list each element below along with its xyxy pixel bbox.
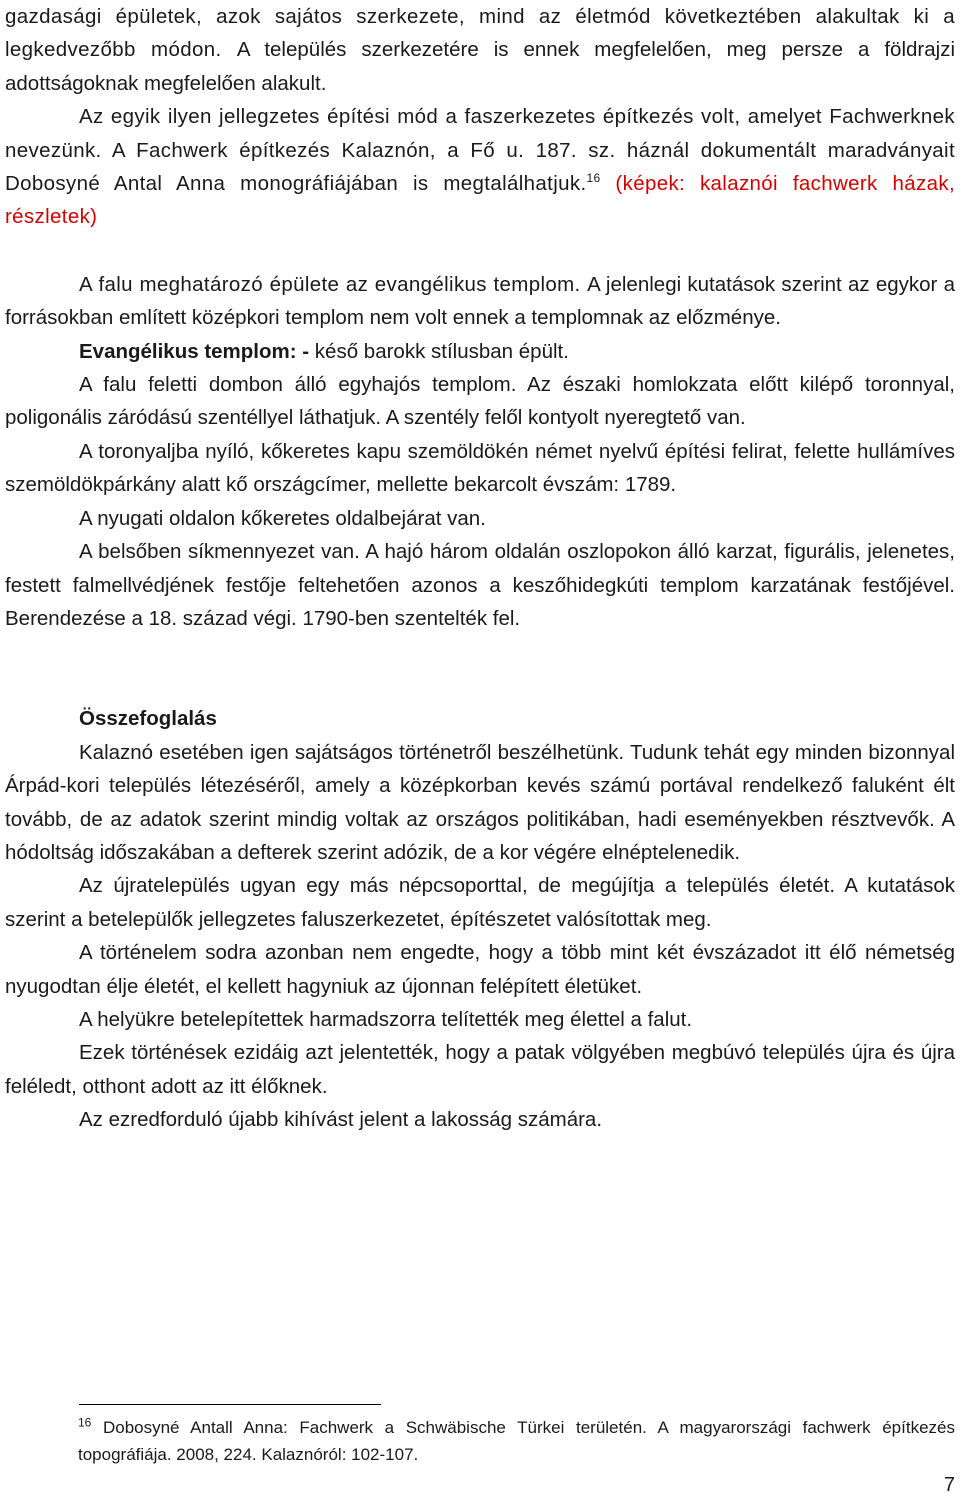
paragraph-3: A falu meghatározó épülete az evangélikus templom. A jelenlegi kutatások szerint az egykor a forrásokban említett középkori templom nem volt ennek a templomnak az előzménye. bbox=[5, 272, 955, 330]
main-text bbox=[5, 0, 955, 1137]
section-heading: Összefoglalás bbox=[79, 707, 217, 731]
footnote-number: 16 bbox=[78, 1415, 92, 1430]
paragraph-8: A belsőben síkmennyezet van. A hajó három oldalán oszlopokon álló karzat, figurális, jelenetes, festett falmellvédjének festője feltehetően azonos a keszőhidegkúti templom karzatának festőjével. Berendezése a 18. század végi. 1790-ben szentelték fel. bbox=[5, 540, 955, 630]
paragraph-4: Evangélikus templom: - késő barokk stílusban épült. bbox=[79, 339, 569, 363]
summary-paragraph-1: Kalaznó esetében igen sajátságos történetről beszélhetünk. Tudunk tehát egy minden bizonnyal Árpád-kori település létezéséről, amely a középkorban kevés számú portával rendelkező faluként élt tovább, de az adatok szerint mindig voltak az országos politikában, hadi eseményekben résztvevők. A hódoltság időszakában a defterek szerint adózik, de a kor végére elnéptelenedik. bbox=[5, 740, 955, 864]
paragraph-2: Az egyik ilyen jellegzetes építési mód a faszerkezetes építkezés volt, amelyet Fachwerknek nevezünk. A Fachwerk építkezés Kalaznón, a Fő u. 187. sz. háznál dokumentált maradványait Dobosyné Antal Anna monográfiájában is megtalálhatjuk.$^{16}$ (képek: kalaznói fachwerk házak, részletek) bbox=[5, 105, 956, 229]
paragraph-7: A nyugati oldalon kőkeretes oldalbejárat van. bbox=[79, 506, 486, 530]
footnote-reference[interactable]: 16 bbox=[586, 171, 601, 186]
paragraph-5: A falu feletti dombon álló egyhajós templom. Az északi homlokzata előtt kilépő toronnyal, poligonális záródású szentéllyel láthatjuk. A szentély felől kontyolt nyeregtető van. bbox=[5, 373, 955, 430]
footnote-separator bbox=[79, 1404, 381, 1405]
summary-paragraph-5: Ezek történések ezidáig azt jelentették, hogy a patak völgyében megbúvó település újra és újra feléledt, otthont adott az itt élőknek. bbox=[5, 1041, 955, 1098]
page-number: 7 bbox=[943, 1474, 955, 1496]
summary-paragraph-2: Az újratelepülés ugyan egy más népcsoporttal, de megújítja a település életét. A kutatások szerint a betelepülők jellegzetes faluszerkezetet, építészetet valósítottak meg. bbox=[5, 874, 955, 931]
summary-paragraph-4: A helyükre betelepítettek harmadszorra telítették meg élettel a falut. bbox=[79, 1007, 693, 1031]
footnote bbox=[5, 1414, 955, 1468]
summary-paragraph-6: Az ezredforduló újabb kihívást jelent a lakosság számára. bbox=[79, 1108, 603, 1132]
paragraph-6: A toronyaljba nyíló, kőkeretes kapu szemöldökén német nyelvű építési felirat, felette hullámíves szemöldökpárkány alatt kő országcímer, mellette bekarcolt évszám: 1789. bbox=[5, 439, 955, 497]
summary-paragraph-3: A történelem sodra azonban nem engedte, hogy a több mint két évszázadot itt élő németség nyugodtan élje életét, el kellett hagyniuk az újonnan felépített életüket. bbox=[5, 941, 955, 998]
church-label: Evangélikus templom: - bbox=[79, 339, 310, 363]
image-note: (képek: kalaznói fachwerk házak, részletek) bbox=[5, 172, 956, 229]
paragraph-1: gazdasági épületek, azok sajátos szerkezete, mind az életmód következtében alakultak ki a legkedvezőbb módon. A település szerkezetére is ennek megfelelően, meg persze a földrajzi adottságoknak megfelelően alakult. bbox=[5, 5, 955, 95]
footnote-text: Dobosyné Antall Anna: Fachwerk a Schwäbische Türkei területén. A magyarországi fachwerk építkezés topográfiája. 2008, 224. Kalaznóról: 102-107. bbox=[78, 1418, 955, 1464]
